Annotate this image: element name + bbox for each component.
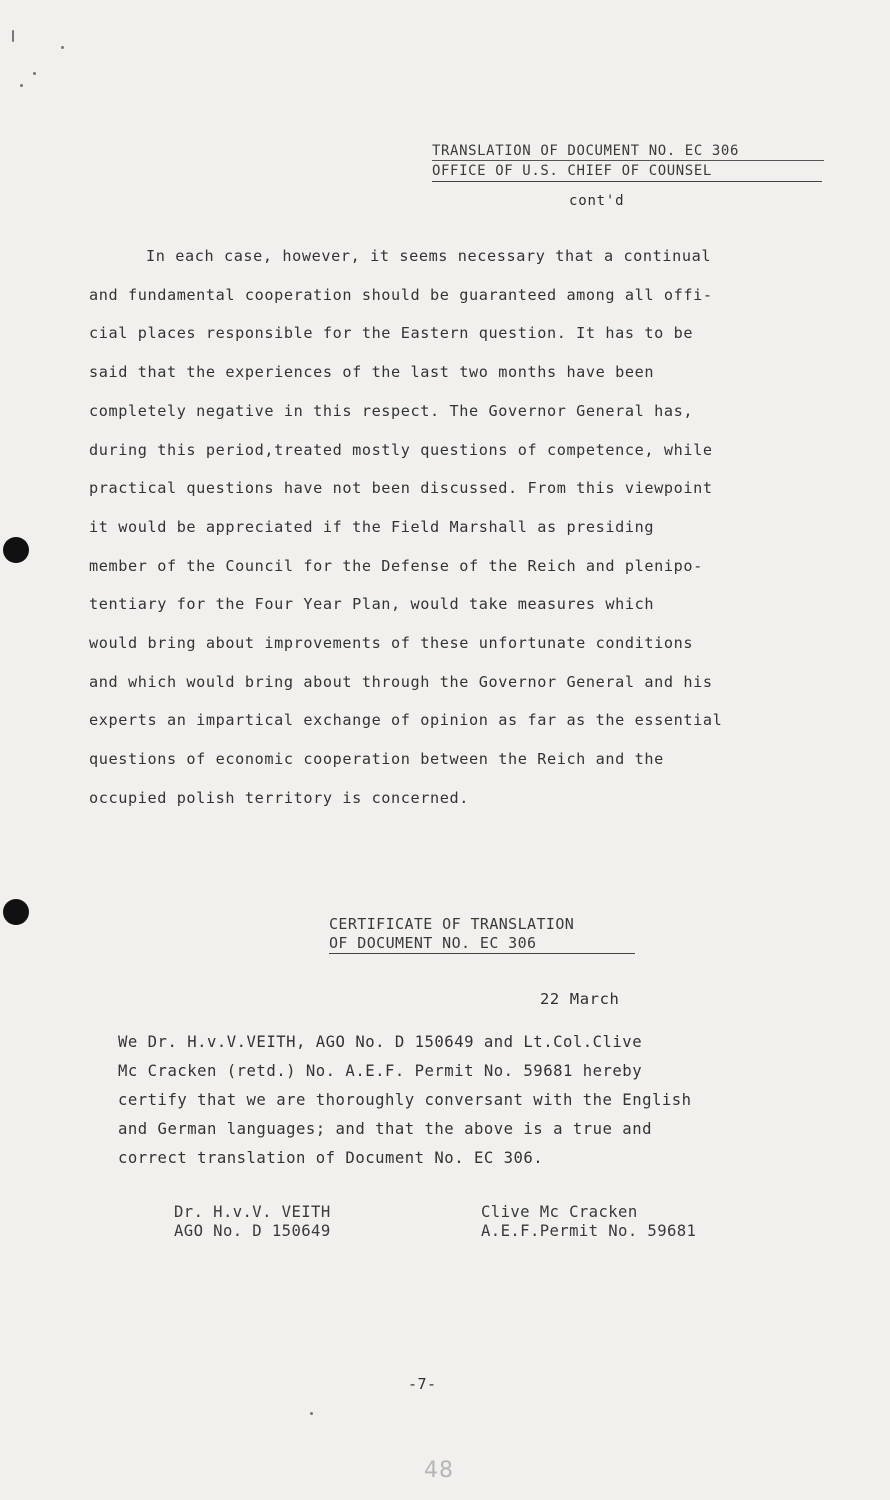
punch-hole-bottom [3,899,29,925]
body-line: said that the experiences of the last two months have been [89,363,655,382]
body-line: practical questions have not been discussed. From this viewpoint [89,479,713,498]
body-line: questions of economic cooperation between the Reich and the [89,750,664,769]
certificate-body [118,1028,818,1173]
certificate-title-line: CERTIFICATE OF TRANSLATION [329,915,575,933]
certificate-line: and German languages; and that the above is a true and [118,1120,652,1138]
signatory-id: A.E.F.Permit No. 59681 [481,1222,697,1240]
body-line: and fundamental cooperation should be guaranteed among all offi- [89,285,713,304]
office-title: OFFICE OF U.S. CHIEF OF COUNSEL [432,161,822,182]
document-header [432,143,824,182]
paper-speck [33,72,36,75]
body-line: member of the Council for the Defense of the Reich and plenipo- [89,556,703,575]
signatory-right [481,1203,696,1241]
body-line: and which would bring about through the Governor General and his [89,672,713,691]
body-line: would bring about improvements of these unfortunate conditions [89,634,694,653]
certificate-line: certify that we are thoroughly conversant with the English [118,1091,692,1109]
page-number: -7- [408,1375,437,1393]
translation-document-title: TRANSLATION OF DOCUMENT NO. EC 306 [432,143,824,161]
certificate-line: correct translation of Document No. EC 306. [118,1149,544,1167]
signatory-left [174,1203,331,1241]
folio-number: 48 [424,1458,454,1483]
signatory-id: AGO No. D 150649 [174,1222,331,1240]
body-line: tentiary for the Four Year Plan, would take measures which [89,595,655,614]
signatory-name: Clive Mc Cracken [481,1203,638,1221]
body-line: experts an impartical exchange of opinion as far as the essential [89,711,723,730]
body-line: during this period,treated mostly questions of competence, while [89,440,713,459]
certificate-line: Mc Cracken (retd.) No. A.E.F. Permit No. 59681 hereby [118,1062,643,1080]
body-line: completely negative in this respect. The Governor General has, [89,401,694,420]
punch-hole-top [3,537,29,563]
paper-speck [61,46,64,49]
certificate-title-line: OF DOCUMENT NO. EC 306 [329,934,635,954]
paper-speck [12,30,14,42]
body-line: it would be appreciated if the Field Marshall as presiding [89,517,655,536]
body-line: occupied polish territory is concerned. [89,788,470,807]
paper-speck [20,84,23,87]
certificate-date: 22 March [540,990,620,1008]
body-line: In each case, however, it seems necessary that a continual [146,247,712,265]
certificate-title [329,915,635,954]
body-line: cial places responsible for the Eastern question. It has to be [89,324,694,343]
continued-label: cont'd [569,193,625,209]
signatory-name: Dr. H.v.V. VEITH [174,1203,331,1221]
body-paragraph [89,237,849,818]
certificate-line: We Dr. H.v.V.VEITH, AGO No. D 150649 and Lt.Col.Clive [118,1033,643,1051]
paper-speck [310,1412,313,1415]
